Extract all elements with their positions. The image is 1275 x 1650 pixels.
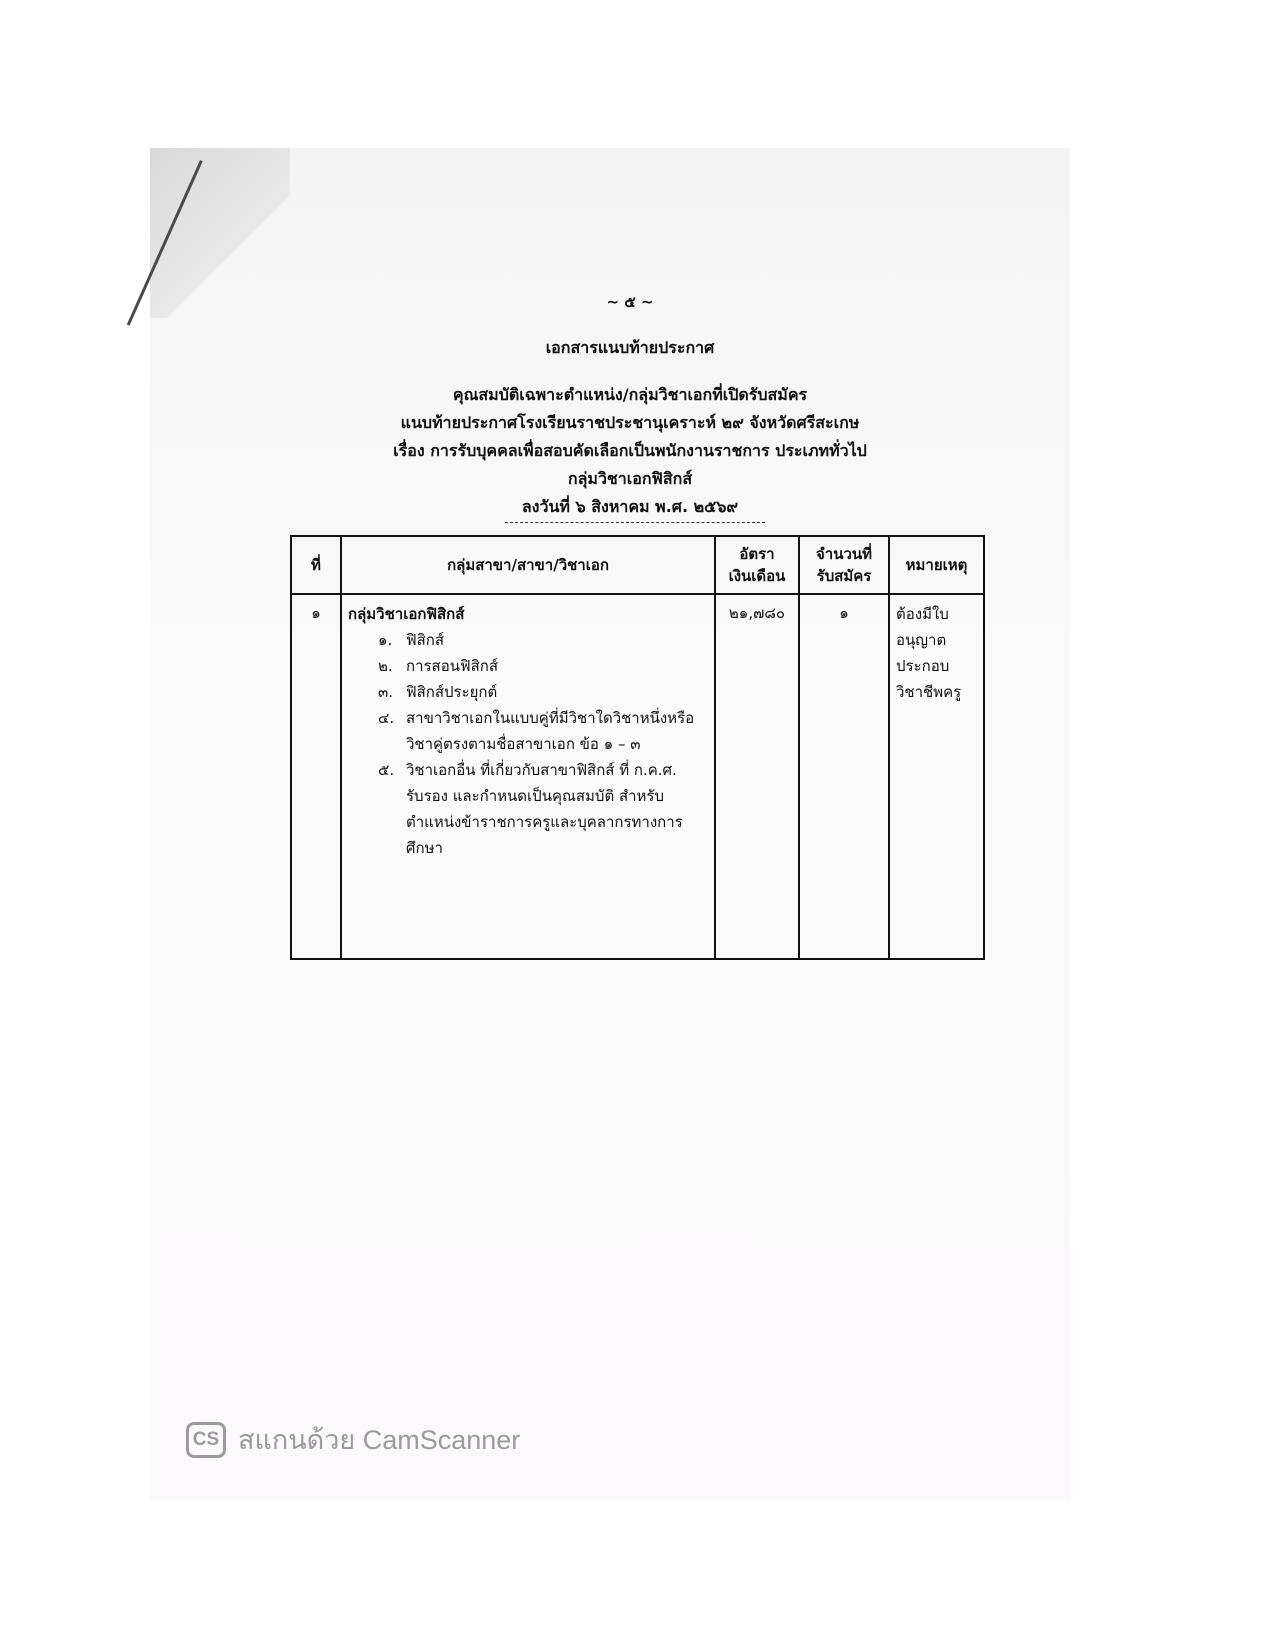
header-remark: หมายเหตุ [889,536,984,594]
qualification-table [290,535,985,960]
document-header [330,290,930,521]
header-count-line2: รับสมัคร [816,567,872,585]
page-fold-shadow [150,148,290,318]
subject-item-text: วิชาเอกอื่น ที่เกี่ยวกับสาขาฟิสิกส์ ที่ ก.ค.ศ. รับรอง และกำหนดเป็นคุณสมบัติ สำหรับตำแหน่งข้าราชการครูและบุคลากรทางการศึกษา [406,761,683,857]
subject-group: กลุ่มวิชาเอกฟิสิกส์ [348,605,465,623]
header-salary-line2: เงินเดือน [728,567,786,585]
row-remark [889,594,984,959]
row-count: ๑ [799,594,889,959]
subject-item-num: ๓. [378,683,394,701]
subject-item [348,679,708,705]
remark-text: ต้องมีใบอนุญาตประกอบวิชาชีพครู [896,605,962,701]
table-row [291,594,984,959]
heading-line-4: กลุ่มวิชาเอกฟิสิกส์ [567,469,693,488]
subject-item-text: สาขาวิชาเอกในแบบคู่ที่มีวิชาใดวิชาหนึ่งหรือวิชาคู่ตรงตามชื่อสาขาเอก ข้อ ๑ – ๓ [406,709,695,753]
subject-item-text: ฟิสิกส์ [406,631,445,649]
subject-item [348,627,708,653]
subject-item [348,705,708,757]
heading-line-3: เรื่อง การรับบุคคลเพื่อสอบคัดเลือกเป็นพนักงานราชการ ประเภททั่วไป [393,441,867,460]
camscanner-watermark [186,1418,520,1461]
annex-title: เอกสารแนบท้ายประกาศ [545,338,715,357]
row-subject [341,594,715,959]
watermark-text: สแกนด้วย CamScanner [238,1425,521,1455]
page-number: ~ ๕ ~ [606,293,654,311]
header-no: ที่ [291,536,341,594]
heading-line-1: คุณสมบัติเฉพาะตำแหน่ง/กลุ่มวิชาเอกที่เปิดรับสมัคร [452,385,808,404]
subject-item [348,757,708,861]
header-salary [715,536,799,594]
subject-item [348,653,708,679]
header-subject: กลุ่มสาขา/สาขา/วิชาเอก [341,536,715,594]
camscanner-logo-icon: CS [186,1422,226,1458]
header-count [799,536,889,594]
row-no: ๑ [291,594,341,959]
heading-line-2: แนบท้ายประกาศโรงเรียนราชประชานุเคราะห์ ๒๙ จังหวัดศรีสะเกษ [400,413,860,432]
header-salary-line1: อัตรา [739,545,775,563]
subject-item-num: ๔. [378,709,395,727]
header-divider [505,522,765,523]
subject-item-num: ๑. [378,631,393,649]
subject-item-num: ๕. [378,761,395,779]
row-salary: ๒๑,๗๘๐ [715,594,799,959]
subject-item-text: การสอนฟิสิกส์ [406,657,498,675]
table-header-row [291,536,984,594]
subject-item-num: ๒. [378,657,393,675]
heading-line-5: ลงวันที่ ๖ สิงหาคม พ.ศ. ๒๕๖๙ [521,497,739,516]
header-count-line1: จำนวนที่ [815,545,873,563]
subject-item-text: ฟิสิกส์ประยุกต์ [406,683,498,701]
